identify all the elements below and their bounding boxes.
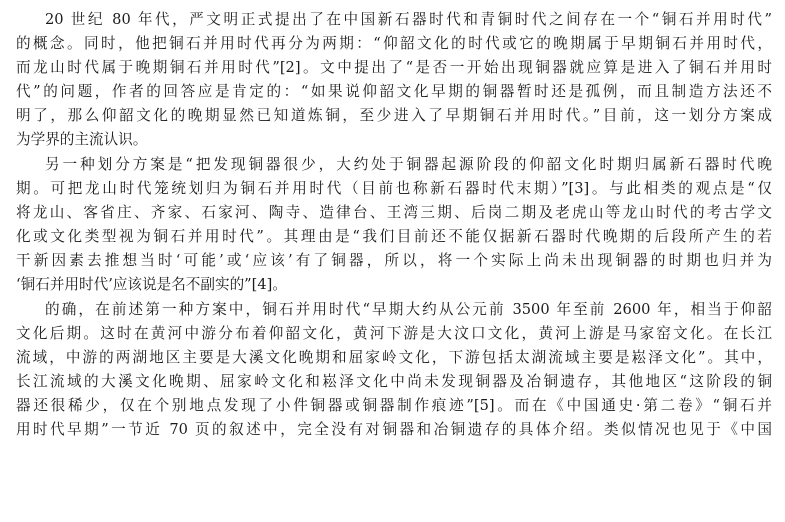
paragraph-2 [16, 153, 772, 297]
text-line: 另一种划分方案是“把发现铜器很少，大约处于铜器起源阶段的仰韶文化时期归属新石器时代晚 [45, 156, 772, 173]
text-line: 文化后期。这时在黄河中游分布着仰韶文化，黄河下游是大汶口文化，黄河上游是马家窑文化。在长江 [16, 325, 772, 342]
text-line: 长江流域的大溪文化晚期、屈家岭文化和崧泽文化中尚未发现铜器及冶铜遗存，其他地区“这阶段的铜 [16, 373, 772, 390]
text-line: 的概念。同时，他把铜石并用时代再分为两期：“仰韶文化的时代或它的晚期属于早期铜石并用时代， [16, 35, 772, 52]
text-line: 为学界的主流认识。 [16, 131, 148, 148]
text-line: 代”的问题，作者的回答应是肯定的：“如果说仰韶文化早期的铜器暂时还是孤例，而且制造方法还不 [16, 83, 772, 100]
text-line: 期。可把龙山时代笼统划归为铜石并用时代（目前也称新石器时代末期）”[3]。与此相类的观点是“仅 [16, 180, 772, 197]
paragraph-3 [16, 298, 772, 442]
text-line: ‘铜石并用时代’应该说是名不副实的”[4]。 [16, 276, 287, 293]
paragraph-1 [16, 8, 772, 152]
text-line: 的确，在前述第一种方案中，铜石并用时代“早期大约从公元前 3500 年至前 2600 年，相当于仰韶 [45, 301, 772, 318]
text-line: 干新因素去推想当时‘可能’或‘应该’有了铜器，所以，将一个实际上尚未出现铜器的时期也归并为 [16, 252, 772, 269]
text-line: 流域，中游的两湖地区主要是大溪文化晚期和屈家岭文化，下游包括太湖流域主要是崧泽文化”。其中， [16, 349, 772, 366]
document-body [16, 8, 772, 442]
text-line: 明了，那么仰韶文化的晚期显然已知道炼铜，至少进入了早期铜石并用时代。”目前，这一划分方案成 [16, 107, 772, 124]
text-line: 而龙山时代属于晚期铜石并用时代”[2]。文中提出了“是否一开始出现铜器就应算是进入了铜石并用时 [16, 59, 772, 76]
text-line: 用时代早期”一节近 70 页的叙述中，完全没有对铜器和冶铜遗存的具体介绍。类似情况也见于《中国 [16, 421, 772, 438]
text-line: 器还很稀少，仅在个别地点发现了小件铜器或铜器制作痕迹”[5]。而在《中国通史·第二卷》“铜石并 [16, 397, 772, 414]
text-line: 化或文化类型视为铜石并用时代”。其理由是“我们目前还不能仅据新石器时代晚期的后段所产生的若 [16, 228, 772, 245]
text-line: 将龙山、客省庄、齐家、石家河、陶寺、造律台、王湾三期、后岗二期及老虎山等龙山时代的考古学文 [16, 204, 772, 221]
text-line: 20 世纪 80 年代，严文明正式提出了在中国新石器时代和青铜时代之间存在一个“铜石并用时代” [45, 11, 772, 28]
